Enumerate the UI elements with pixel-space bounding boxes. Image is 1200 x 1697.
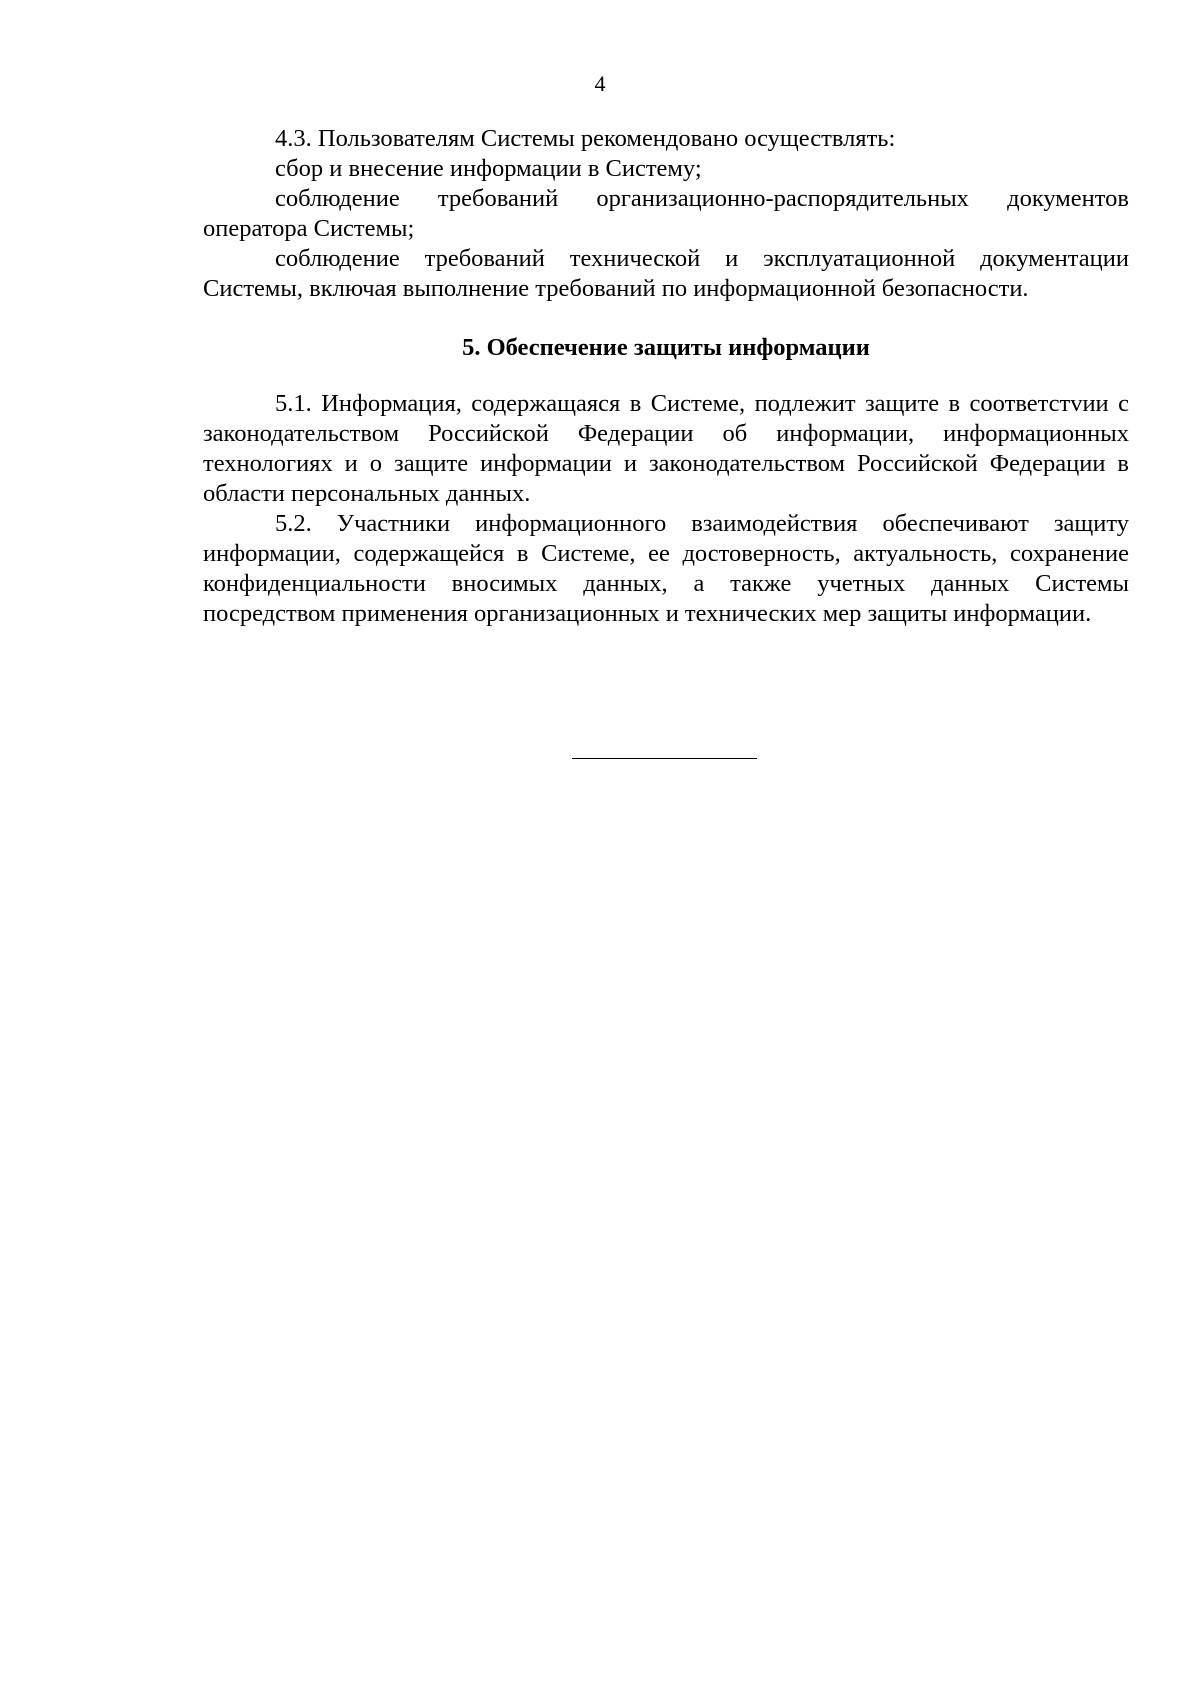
section-5-heading: 5. Обеспечение защиты информации bbox=[462, 334, 870, 361]
end-of-document-rule bbox=[572, 758, 757, 759]
page-number: 4 bbox=[594, 71, 606, 96]
paragraph-4-3-item-1: сбор и внесение информации в Систему; bbox=[275, 155, 702, 182]
paragraph-4-3-item-3: соблюдение требований технической и эксплуатационной документации Системы, включая выполнение требований по информационной безопасности. bbox=[203, 245, 1129, 302]
document-body bbox=[203, 124, 1129, 629]
paragraph-5-2: 5.2. Участники информационного взаимодействия обеспечивают защиту информации, содержащейся в Системе, ее достоверность, актуальность, сохранение конфиденциальности вносимых данных, а также учетных данных Системы посредством применения организационных и технических мер защиты информации. bbox=[203, 510, 1129, 627]
paragraph-5-1: 5.1. Информация, содержащаяся в Системе, подлежит защите в соответстvии с законодательством Российской Федерации об информации, информационных технологиях и о защите информации и законодательством Российской Федерации в области персональных данных. bbox=[203, 390, 1129, 507]
paragraph-4-3: 4.3. Пользователям Системы рекомендовано осуществлять: bbox=[275, 125, 896, 152]
paragraph-4-3-item-2: соблюдение требований организационно-распорядительных документов оператора Системы; bbox=[203, 185, 1129, 242]
